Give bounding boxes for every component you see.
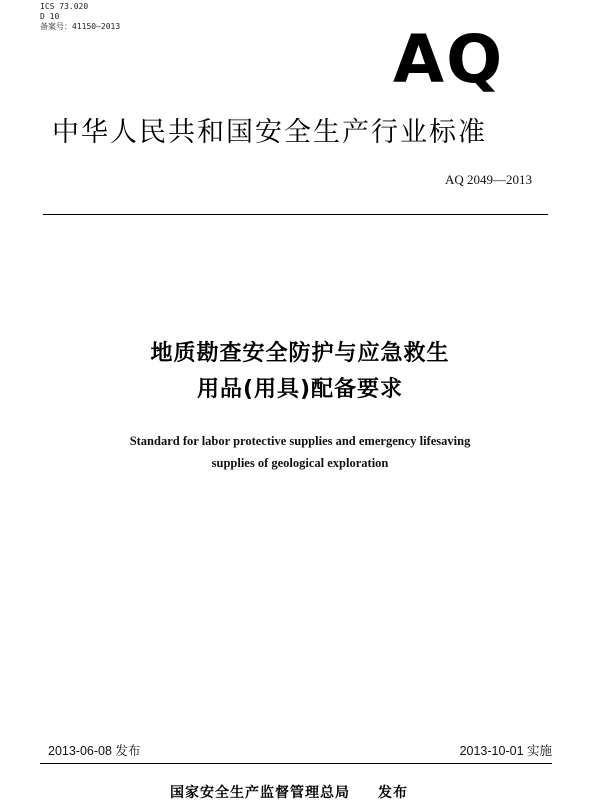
english-title-line-1: Standard for labor protective supplies and emergency lifesaving [129,434,471,448]
bottom-divider [40,763,552,764]
chinese-title [0,336,600,408]
english-title-line-2: supplies of geological exploration [211,456,389,470]
ccs-code: D 10 [40,12,60,21]
classification-block [40,2,120,32]
publish-action: 发布 [378,785,408,801]
national-standard-title: 中华人民共和国安全生产行业标准 [52,117,487,148]
record-number: 备案号：41150—2013 [40,22,121,31]
publisher-line [170,783,408,803]
top-divider [43,214,548,215]
implementation-date: 2013-10-01 实施 [459,744,552,758]
chinese-title-line-1: 地质勘查安全防护与应急救生 [150,341,450,366]
chinese-title-line-2: 用品(用具)配备要求 [196,377,404,402]
english-title [0,430,600,474]
ics-code: ICS 73.020 [40,2,89,11]
aq-logo: AQ [393,21,505,98]
publisher-name: 国家安全生产监督管理总局 [170,785,350,801]
issue-date: 2013-06-08 发布 [48,744,141,758]
standard-code: AQ 2049—2013 [444,172,532,187]
